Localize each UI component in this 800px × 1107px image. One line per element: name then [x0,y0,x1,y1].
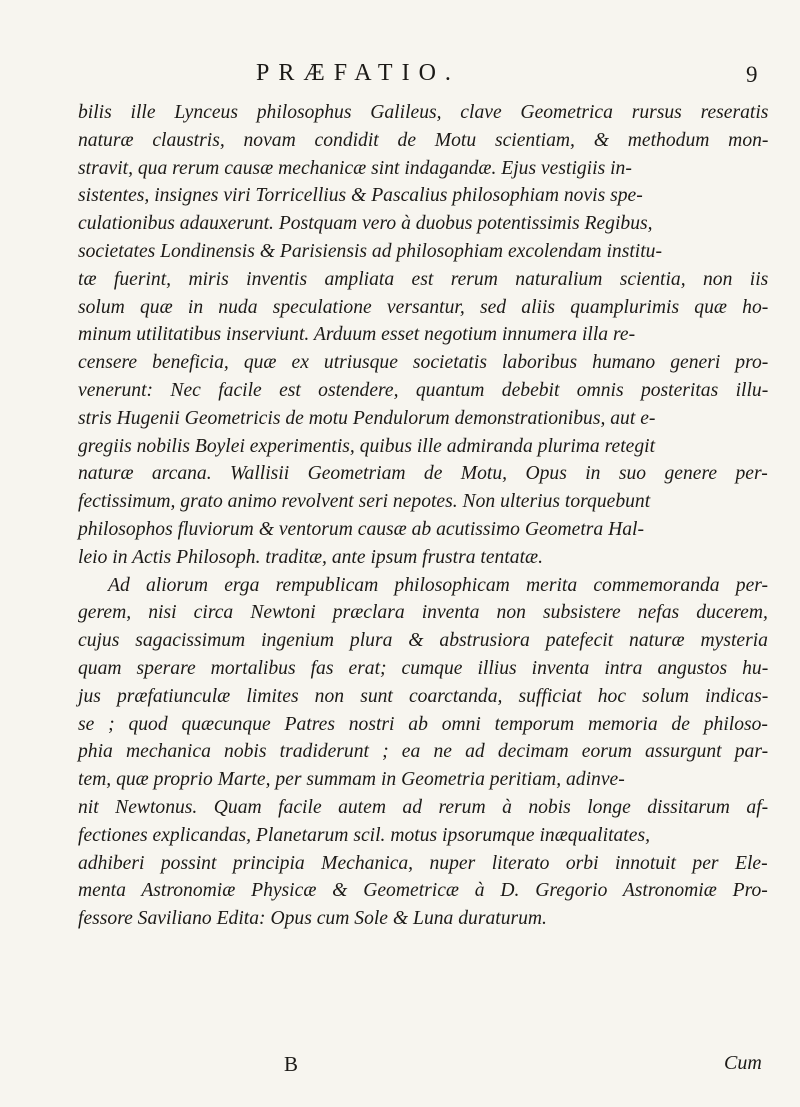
text-line: censere beneficia, quæ ex utriusque societatis laboribus humano generi pro- [78,352,769,374]
text-line: stris Hugenii Geometricis de motu Pendulorum demonstrationibus, aut e- [78,407,656,429]
text-line: stravit, qua rerum causæ mechanicæ sint indagandæ. Ejus vestigiis in- [78,157,632,179]
text-line: fectiones explicandas, Planetarum scil. motus ipsorumque inæqualitates, [78,824,650,846]
text-line: bilis ille Lynceus philosophus Galileus, clave Geometrica rursus reseratis [78,102,769,123]
text-line: phia mechanica nobis tradiderunt ; ea ne ad decimam eorum assurgunt par- [78,741,769,763]
text-line: solum quæ in nuda speculatione versantur, sed aliis quamplurimis quæ ho- [78,296,769,318]
text-line: fectissimum, grato animo revolvent seri nepotes. Non ulterius torquebunt [78,491,651,513]
text-line: se ; quod quæcunque Patres nostri ab omni temporum memoria de philoso- [78,713,768,735]
body-text [78,99,768,933]
text-line: naturæ arcana. Wallisii Geometriam de Motu, Opus in suo genere per- [78,463,768,485]
text-line: nit Newtonus. Quam facile autem ad rerum à nobis longe dissitarum af- [78,796,769,818]
text-line: tem, quæ proprio Marte, per summam in Geometria peritiam, adinve- [78,769,625,791]
text-line: gregiis nobilis Boylei experimentis, quibus ille admiranda plurima retegit [78,435,656,457]
text-line: quam sperare mortalibus fas erat; cumque illius inventa intra angustos hu- [78,657,769,679]
text-line: tæ fuerint, miris inventis ampliata est rerum naturalium scientia, non iis [78,268,769,290]
running-title: PRÆFATIO. [256,60,460,86]
text-line: venerunt: Nec facile est ostendere, quantum debebit omnis posteritas illu- [78,379,769,401]
signature-mark: B [284,1052,299,1076]
text-line: naturæ claustris, novam condidit de Motu scientiam, & methodum mon- [78,129,769,151]
text-line: cujus sagacissimum ingenium plura & abstrusiora patefecit naturæ mysteria [78,630,768,652]
catchline [0,1052,800,1082]
paragraph-start-line: Ad aliorum erga rempublicam philosophicam merita commemoranda per- [108,574,769,596]
running-head [0,56,800,96]
text-line: fessore Saviliano Edita: Opus cum Sole & Luna duraturum. [78,908,547,930]
text-line: gerem, nisi circa Newtoni præclara inventa non subsistere nefas ducerem, [78,602,768,624]
text-line: sistentes, insignes viri Torricellius & Pascalius philosophiam novis spe- [78,185,643,207]
text-line: menta Astronomiæ Physicæ & Geometricæ à D. Gregorio Astronomiæ Pro- [78,880,768,902]
text-line: minum utilitatibus inserviunt. Arduum esset negotium innumera illa re- [78,324,636,346]
text-line: philosophos fluviorum & ventorum causæ ab acutissimo Geometra Hal- [78,518,645,540]
text-line: adhiberi possint principia Mechanica, nuper literato orbi innotuit per Ele- [78,852,768,874]
text-line: jus præfatiunculæ limites non sunt coarctanda, sufficiat hoc solum indicas- [78,685,769,707]
page-number: 9 [746,62,758,87]
catchword: Cum [724,1052,762,1074]
text-line: culationibus adauxerunt. Postquam vero à duobus potentissimis Regibus, [78,213,653,235]
text-line: leio in Actis Philosoph. traditæ, ante ipsum frustra tentatæ. [78,546,544,568]
text-line: societates Londinensis & Parisiensis ad philosophiam excolendam institu- [78,240,662,262]
